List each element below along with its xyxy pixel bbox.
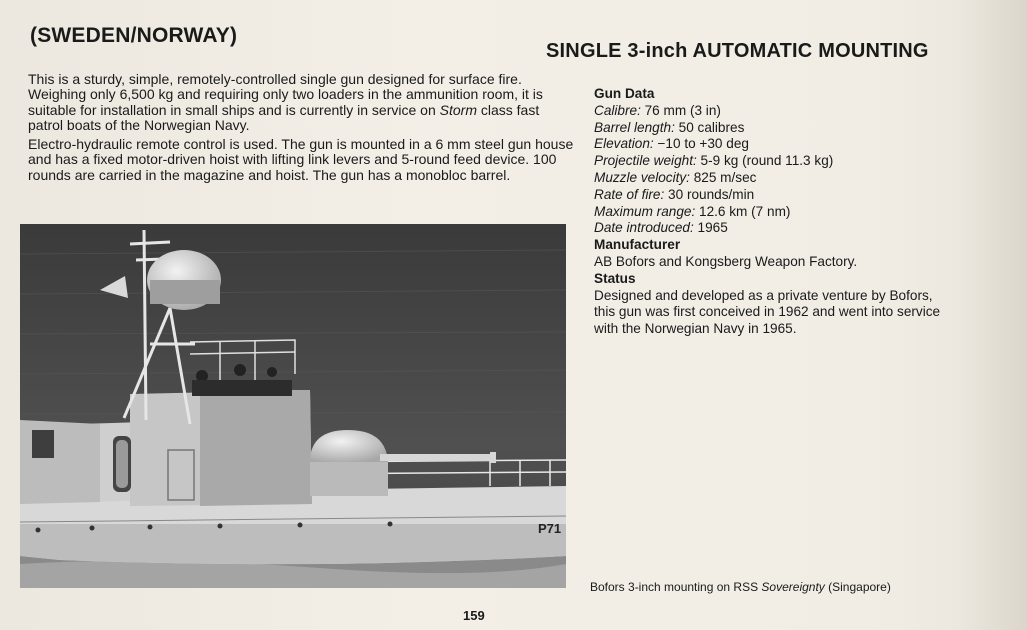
- spec-value: 825 m/sec: [689, 169, 757, 185]
- spec-row: [594, 136, 954, 153]
- gun-data-heading: Gun Data: [594, 86, 655, 101]
- spec-value: 30 rounds/min: [664, 186, 755, 202]
- spec-label: Calibre:: [594, 102, 641, 118]
- spec-row: [594, 103, 954, 120]
- page-number: 159: [463, 608, 485, 623]
- specifications-panel: [594, 86, 954, 338]
- ship-photo: [20, 224, 566, 588]
- page-edge-shadow: [957, 0, 1027, 630]
- spec-value: 50 calibres: [674, 119, 745, 135]
- description-text: [28, 72, 578, 187]
- photo-caption: Bofors 3-inch mounting on RSS Sovereignty (Singapore): [590, 580, 891, 594]
- spec-row: [594, 153, 954, 170]
- paragraph-1: This is a sturdy, simple, remotely-controlled single gun designed for surface fire. Weighing only 6,500 kg and requiring only two loaders in the ammunition room, it is suitable for installation in small ships and is currently in service on Storm class fast patrol boats of the Norwegian Navy.: [28, 71, 543, 133]
- paragraph-2: Electro-hydraulic remote control is used. The gun is mounted in a 6 mm steel gun house and has a fixed motor-driven hoist with lifting link levers and 5-round feed device. 100 rounds are carried in the magazine and hoist. The gun has a monobloc barrel.: [28, 136, 574, 183]
- manufacturer-heading: Manufacturer: [594, 237, 681, 253]
- hull-number: P71: [538, 521, 562, 536]
- spec-row: [594, 120, 954, 137]
- spec-row: [594, 204, 954, 221]
- spec-value: −10 to +30 deg: [653, 136, 749, 152]
- spec-label: Date introduced:: [594, 220, 694, 236]
- country-heading: (SWEDEN/NORWAY): [30, 24, 238, 47]
- spec-label: Muzzle velocity:: [594, 169, 690, 185]
- ship-photo-image: [20, 224, 566, 588]
- caption-ship-name: Sovereignty: [761, 580, 825, 594]
- spec-label: Elevation:: [594, 136, 654, 152]
- spec-value: 76 mm (3 in): [640, 102, 721, 118]
- status-text: Designed and developed as a private venture by Bofors, this gun was first conceived in 1962 and went into service with the Norwegian Navy in 1965.: [594, 287, 941, 337]
- status-heading: Status: [594, 270, 636, 286]
- spec-row: [594, 170, 954, 187]
- spec-label: Maximum range:: [594, 203, 696, 219]
- spec-label: Rate of fire:: [594, 186, 665, 202]
- ship-class-name: Storm: [439, 101, 477, 118]
- spec-row: [594, 187, 954, 204]
- spec-value: 1965: [693, 220, 728, 236]
- spec-row: [594, 220, 954, 237]
- page-title: SINGLE 3-inch AUTOMATIC MOUNTING: [546, 40, 929, 62]
- spec-label: Projectile weight:: [594, 153, 697, 169]
- spec-value: 5-9 kg (round 11.3 kg): [696, 153, 834, 169]
- manufacturer-text: AB Bofors and Kongsberg Weapon Factory.: [594, 253, 858, 269]
- gun-data-list: [594, 103, 954, 237]
- spec-value: 12.6 km (7 nm): [695, 203, 791, 219]
- spec-label: Barrel length:: [594, 119, 675, 135]
